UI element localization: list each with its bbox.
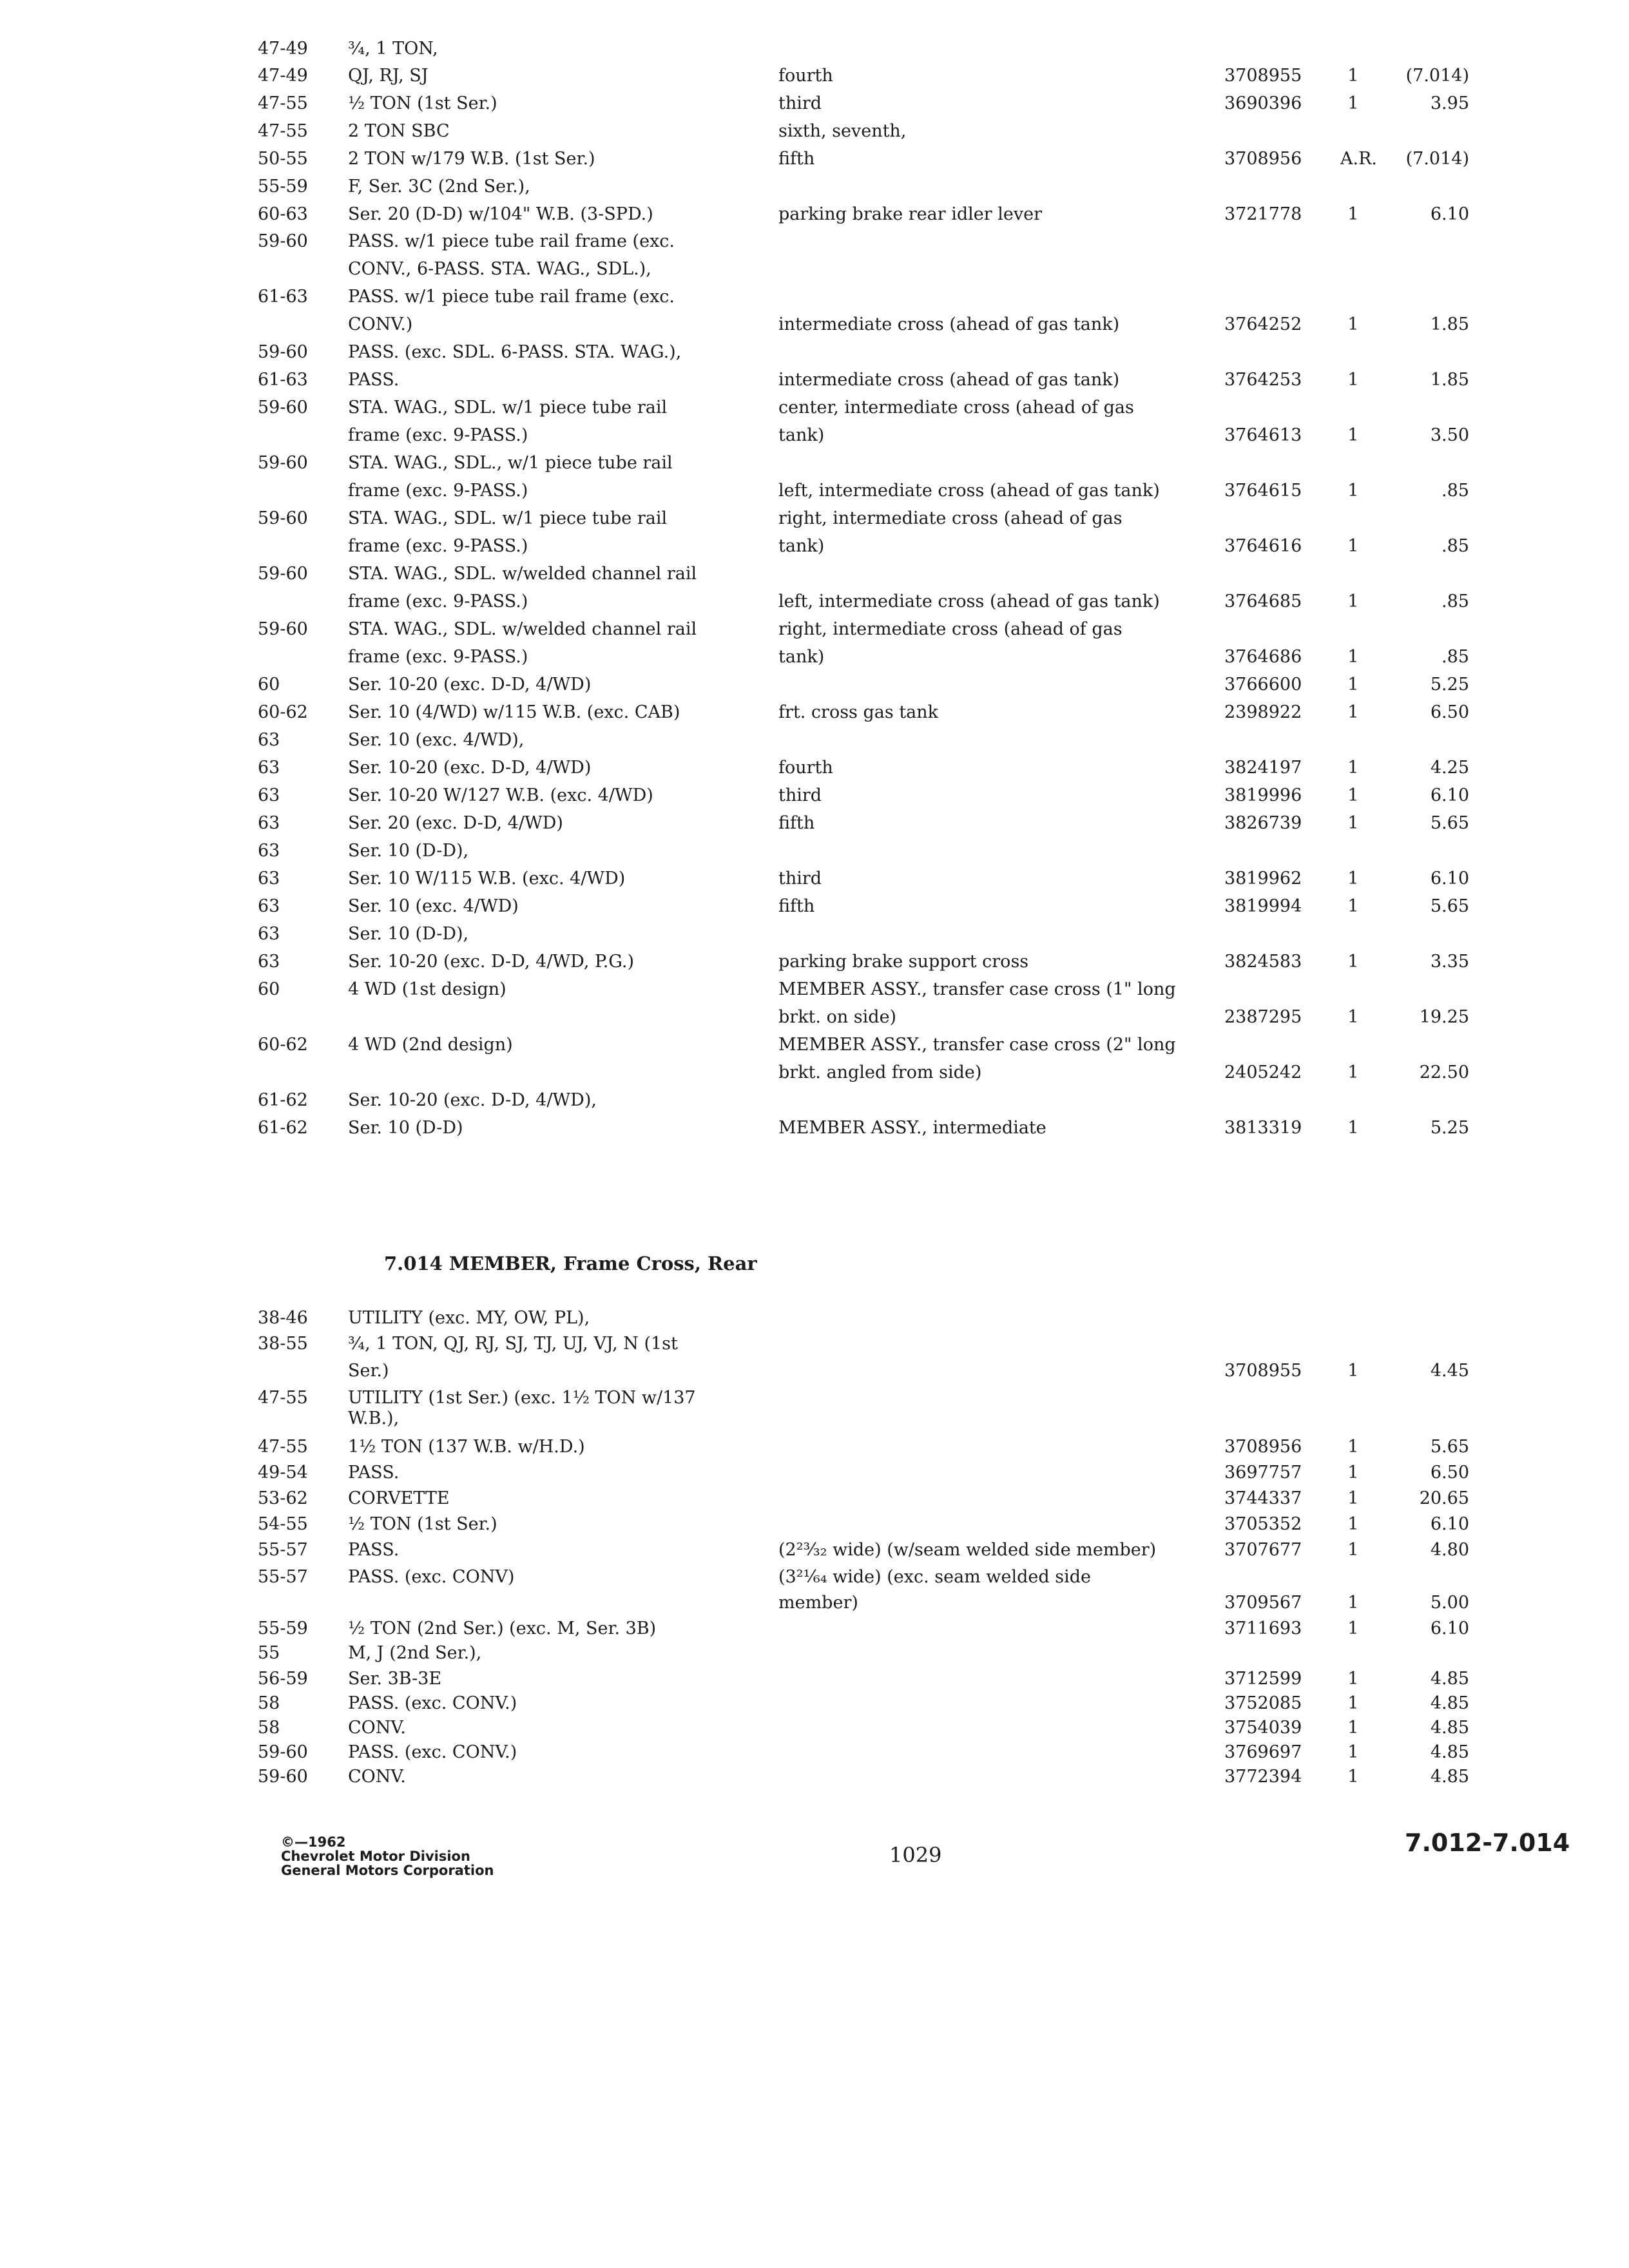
year-range: 56-59	[258, 1669, 308, 1689]
part-description: fourth	[778, 66, 833, 86]
quantity: A.R.	[1340, 149, 1377, 169]
list-price: 5.65	[1430, 813, 1469, 833]
part-number: 3766600	[1224, 675, 1302, 695]
part-description: right, intermediate cross (ahead of gas	[778, 508, 1123, 528]
part-number: 3764613	[1224, 425, 1302, 445]
model-description: PASS.	[348, 370, 400, 390]
model-description: PASS. w/1 piece tube rail frame (exc.	[348, 287, 675, 307]
model-description: CORVETTE	[348, 1488, 450, 1508]
part-description: tank)	[778, 425, 825, 445]
year-range: 63	[258, 952, 280, 972]
model-description: UTILITY (exc. MY, OW, PL),	[348, 1308, 590, 1328]
quantity: 1	[1347, 702, 1359, 722]
year-range: 60-62	[258, 1035, 308, 1055]
model-description: 4 WD (2nd design)	[348, 1035, 513, 1055]
model-description: UTILITY (1st Ser.) (exc. 1½ TON w/137	[348, 1388, 696, 1408]
quantity: 1	[1347, 1540, 1359, 1560]
list-price: 5.65	[1430, 1437, 1469, 1457]
part-number: 3772394	[1224, 1767, 1302, 1787]
model-description: PASS. (exc. SDL. 6-PASS. STA. WAG.),	[348, 342, 682, 362]
part-number: 3819994	[1224, 896, 1302, 916]
quantity: 1	[1347, 93, 1359, 113]
quantity: 1	[1347, 1361, 1359, 1381]
year-range: 59-60	[258, 508, 308, 528]
list-price: 4.85	[1430, 1669, 1469, 1689]
quantity: 1	[1347, 869, 1359, 889]
quantity: 1	[1347, 896, 1359, 916]
quantity: 1	[1347, 1463, 1359, 1483]
model-description: ½ TON (1st Ser.)	[348, 1514, 497, 1534]
part-description: right, intermediate cross (ahead of gas	[778, 619, 1123, 639]
part-number: 3744337	[1224, 1488, 1302, 1508]
year-range: 54-55	[258, 1514, 308, 1534]
year-range: 61-62	[258, 1090, 308, 1110]
part-number: 3712599	[1224, 1669, 1302, 1689]
part-number: 3764615	[1224, 481, 1302, 501]
list-price: 4.85	[1430, 1718, 1469, 1738]
part-description: third	[778, 785, 822, 805]
year-range: 59-60	[258, 453, 308, 473]
part-number: 2405242	[1224, 1062, 1302, 1082]
year-range: 61-63	[258, 370, 308, 390]
quantity: 1	[1347, 425, 1359, 445]
year-range: 47-49	[258, 39, 308, 59]
part-description: MEMBER ASSY., transfer case cross (2" long	[778, 1035, 1176, 1055]
part-description: parking brake support cross	[778, 952, 1029, 972]
model-description: STA. WAG., SDL. w/welded channel rail	[348, 619, 697, 639]
part-number: 3708956	[1224, 149, 1302, 169]
year-range: 47-55	[258, 1388, 308, 1408]
part-description: fifth	[778, 813, 815, 833]
quantity: 1	[1347, 536, 1359, 556]
quantity: 1	[1347, 481, 1359, 501]
model-description: PASS. (exc. CONV.)	[348, 1693, 517, 1713]
model-description: PASS.	[348, 1463, 400, 1483]
year-range: 50-55	[258, 149, 308, 169]
model-description: ½ TON (1st Ser.)	[348, 93, 497, 113]
part-description: frt. cross gas tank	[778, 702, 939, 722]
part-description: left, intermediate cross (ahead of gas tank)	[778, 481, 1160, 501]
list-price: (7.014)	[1405, 149, 1469, 169]
part-number: 3824583	[1224, 952, 1302, 972]
list-price: 1.85	[1430, 370, 1469, 390]
model-description: STA. WAG., SDL. w/1 piece tube rail	[348, 508, 668, 528]
part-number: 3708956	[1224, 1437, 1302, 1457]
list-price: 3.35	[1430, 952, 1469, 972]
model-description: 1½ TON (137 W.B. w/H.D.)	[348, 1437, 585, 1457]
year-range: 59-60	[258, 564, 308, 584]
model-description: Ser. 10 (exc. 4/WD)	[348, 896, 519, 916]
model-description: Ser. 10 (D-D),	[348, 841, 469, 861]
part-description: third	[778, 93, 822, 113]
model-description: frame (exc. 9-PASS.)	[348, 536, 528, 556]
part-number: 3769697	[1224, 1742, 1302, 1762]
year-range: 55-59	[258, 1619, 308, 1639]
list-price: .85	[1441, 647, 1469, 667]
list-price: 5.25	[1430, 675, 1469, 695]
model-description: frame (exc. 9-PASS.)	[348, 591, 528, 611]
part-description: intermediate cross (ahead of gas tank)	[778, 370, 1120, 390]
part-description: sixth, seventh,	[778, 121, 907, 141]
list-price: 3.95	[1430, 93, 1469, 113]
model-description: frame (exc. 9-PASS.)	[348, 647, 528, 667]
list-price: .85	[1441, 536, 1469, 556]
list-price: .85	[1441, 481, 1469, 501]
part-description: tank)	[778, 647, 825, 667]
model-description: PASS. (exc. CONV.)	[348, 1742, 517, 1762]
part-number: 3764253	[1224, 370, 1302, 390]
part-number: 3819996	[1224, 785, 1302, 805]
part-description: MEMBER ASSY., transfer case cross (1" long	[778, 979, 1176, 999]
part-number: 3754039	[1224, 1718, 1302, 1738]
part-number: 3819962	[1224, 869, 1302, 889]
quantity: 1	[1347, 1718, 1359, 1738]
list-price: 6.10	[1430, 1619, 1469, 1639]
part-number: 3709567	[1224, 1593, 1302, 1613]
model-description: Ser.)	[348, 1361, 389, 1381]
year-range: 47-55	[258, 1437, 308, 1457]
year-range: 63	[258, 841, 280, 861]
model-description: ½ TON (2nd Ser.) (exc. M, Ser. 3B)	[348, 1619, 657, 1639]
model-description: Ser. 10 (exc. 4/WD),	[348, 730, 525, 750]
year-range: 60	[258, 675, 280, 695]
year-range: 63	[258, 813, 280, 833]
year-range: 60-63	[258, 204, 308, 224]
part-description: parking brake rear idler lever	[778, 204, 1042, 224]
year-range: 63	[258, 730, 280, 750]
list-price: 6.10	[1430, 204, 1469, 224]
list-price: 6.10	[1430, 1514, 1469, 1534]
list-price: (7.014)	[1405, 66, 1469, 86]
part-number: 3711693	[1224, 1619, 1302, 1639]
part-number: 3707677	[1224, 1540, 1302, 1560]
quantity: 1	[1347, 1514, 1359, 1534]
model-description: frame (exc. 9-PASS.)	[348, 425, 528, 445]
year-range: 55	[258, 1643, 280, 1663]
year-range: 49-54	[258, 1463, 308, 1483]
quantity: 1	[1347, 1062, 1359, 1082]
model-description: Ser. 10-20 (exc. D-D, 4/WD, P.G.)	[348, 952, 635, 972]
list-price: 19.25	[1419, 1007, 1469, 1027]
year-range: 59-60	[258, 619, 308, 639]
model-description: CONV., 6-PASS. STA. WAG., SDL.),	[348, 259, 651, 279]
list-price: 5.65	[1430, 896, 1469, 916]
model-description: CONV.	[348, 1718, 406, 1738]
model-description: Ser. 3B-3E	[348, 1669, 442, 1689]
year-range: 58	[258, 1693, 280, 1713]
part-number: 3764616	[1224, 536, 1302, 556]
part-number: 3752085	[1224, 1693, 1302, 1713]
list-price: 4.25	[1430, 758, 1469, 778]
part-description: fourth	[778, 758, 833, 778]
part-number: 3690396	[1224, 93, 1302, 113]
list-price: 3.50	[1430, 425, 1469, 445]
list-price: 6.50	[1430, 1463, 1469, 1483]
list-price: 6.10	[1430, 785, 1469, 805]
part-number: 3721778	[1224, 204, 1302, 224]
year-range: 59-60	[258, 1742, 308, 1762]
year-range: 47-55	[258, 121, 308, 141]
part-number: 3813319	[1224, 1118, 1302, 1138]
list-price: 20.65	[1419, 1488, 1469, 1508]
part-number: 3826739	[1224, 813, 1302, 833]
year-range: 63	[258, 896, 280, 916]
part-number: 3764686	[1224, 647, 1302, 667]
part-description: brkt. on side)	[778, 1007, 897, 1027]
year-range: 61-63	[258, 287, 308, 307]
quantity: 1	[1347, 647, 1359, 667]
year-range: 63	[258, 924, 280, 944]
list-price: 1.85	[1430, 314, 1469, 334]
quantity: 1	[1347, 1118, 1359, 1138]
part-number: 2398922	[1224, 702, 1302, 722]
part-number: 3708955	[1224, 66, 1302, 86]
model-description: Ser. 10-20 (exc. D-D, 4/WD)	[348, 758, 592, 778]
year-range: 47-55	[258, 93, 308, 113]
division-line: Chevrolet Motor Division	[281, 1849, 470, 1864]
list-price: 5.25	[1430, 1118, 1469, 1138]
model-description: M, J (2nd Ser.),	[348, 1643, 482, 1663]
quantity: 1	[1347, 1767, 1359, 1787]
model-description: PASS. w/1 piece tube rail frame (exc.	[348, 231, 675, 251]
part-description: intermediate cross (ahead of gas tank)	[778, 314, 1120, 334]
year-range: 60	[258, 979, 280, 999]
model-description: 2 TON w/179 W.B. (1st Ser.)	[348, 149, 595, 169]
part-number: 3764685	[1224, 591, 1302, 611]
part-description: member)	[778, 1593, 858, 1613]
year-range: 63	[258, 869, 280, 889]
corporation-line: General Motors Corporation	[281, 1863, 494, 1878]
part-description: (3²¹⁄₆₄ wide) (exc. seam welded side	[778, 1567, 1091, 1587]
copyright-line: ©—1962	[281, 1834, 346, 1850]
quantity: 1	[1347, 813, 1359, 833]
quantity: 1	[1347, 591, 1359, 611]
year-range: 60-62	[258, 702, 308, 722]
part-description: third	[778, 869, 822, 889]
part-description: tank)	[778, 536, 825, 556]
quantity: 1	[1347, 758, 1359, 778]
model-description: 4 WD (1st design)	[348, 979, 506, 999]
part-number: 2387295	[1224, 1007, 1302, 1027]
year-range: 59-60	[258, 342, 308, 362]
model-description: Ser. 10-20 W/127 W.B. (exc. 4/WD)	[348, 785, 653, 805]
model-description: ¾, 1 TON, QJ, RJ, SJ, TJ, UJ, VJ, N (1st	[348, 1334, 678, 1354]
part-description: brkt. angled from side)	[778, 1062, 982, 1082]
model-description: PASS.	[348, 1540, 400, 1560]
year-range: 55-57	[258, 1567, 308, 1587]
model-description: Ser. 10 (D-D),	[348, 924, 469, 944]
model-description: PASS. (exc. CONV)	[348, 1567, 515, 1587]
model-description: CONV.)	[348, 314, 413, 334]
model-description: Ser. 20 (D-D) w/104" W.B. (3-SPD.)	[348, 204, 653, 224]
quantity: 1	[1347, 1593, 1359, 1613]
list-price: 6.10	[1430, 869, 1469, 889]
model-description: STA. WAG., SDL. w/1 piece tube rail	[348, 398, 668, 418]
year-range: 59-60	[258, 1767, 308, 1787]
part-number: 3705352	[1224, 1514, 1302, 1534]
quantity: 1	[1347, 952, 1359, 972]
model-description: STA. WAG., SDL., w/1 piece tube rail	[348, 453, 673, 473]
model-description: QJ, RJ, SJ	[348, 66, 429, 86]
quantity: 1	[1347, 785, 1359, 805]
list-price: .85	[1441, 591, 1469, 611]
list-price: 4.45	[1430, 1361, 1469, 1381]
year-range: 63	[258, 785, 280, 805]
quantity: 1	[1347, 1693, 1359, 1713]
list-price: 6.50	[1430, 702, 1469, 722]
model-description: 2 TON SBC	[348, 121, 450, 141]
quantity: 1	[1347, 1619, 1359, 1639]
list-price: 22.50	[1419, 1062, 1469, 1082]
year-range: 58	[258, 1718, 280, 1738]
quantity: 1	[1347, 1488, 1359, 1508]
part-description: fifth	[778, 149, 815, 169]
part-description: MEMBER ASSY., intermediate	[778, 1118, 1046, 1138]
model-description: W.B.),	[348, 1408, 400, 1428]
quantity: 1	[1347, 1669, 1359, 1689]
model-description: CONV.	[348, 1767, 406, 1787]
part-number: 3708955	[1224, 1361, 1302, 1381]
part-number: 3824197	[1224, 758, 1302, 778]
year-range: 59-60	[258, 398, 308, 418]
year-range: 38-55	[258, 1334, 308, 1354]
quantity: 1	[1347, 1007, 1359, 1027]
year-range: 53-62	[258, 1488, 308, 1508]
model-description: STA. WAG., SDL. w/welded channel rail	[348, 564, 697, 584]
part-number: 3764252	[1224, 314, 1302, 334]
model-description: Ser. 10-20 (exc. D-D, 4/WD)	[348, 675, 592, 695]
year-range: 63	[258, 758, 280, 778]
quantity: 1	[1347, 1742, 1359, 1762]
part-description: center, intermediate cross (ahead of gas	[778, 398, 1134, 418]
year-range: 59-60	[258, 231, 308, 251]
part-number: 3697757	[1224, 1463, 1302, 1483]
model-description: frame (exc. 9-PASS.)	[348, 481, 528, 501]
quantity: 1	[1347, 204, 1359, 224]
quantity: 1	[1347, 675, 1359, 695]
section-title: 7.014 MEMBER, Frame Cross, Rear	[384, 1253, 757, 1274]
list-price: 4.85	[1430, 1742, 1469, 1762]
model-description: Ser. 10 W/115 W.B. (exc. 4/WD)	[348, 869, 626, 889]
model-description: ¾, 1 TON,	[348, 39, 438, 59]
year-range: 47-49	[258, 66, 308, 86]
page-number: 1029	[889, 1843, 942, 1867]
model-description: Ser. 10-20 (exc. D-D, 4/WD),	[348, 1090, 597, 1110]
part-description: fifth	[778, 896, 815, 916]
section-range: 7.012-7.014	[1405, 1829, 1570, 1857]
quantity: 1	[1347, 1437, 1359, 1457]
part-description: left, intermediate cross (ahead of gas tank)	[778, 591, 1160, 611]
part-description: (2²³⁄₃₂ wide) (w/seam welded side member)	[778, 1540, 1157, 1560]
quantity: 1	[1347, 314, 1359, 334]
year-range: 55-59	[258, 177, 308, 197]
quantity: 1	[1347, 66, 1359, 86]
model-description: Ser. 10 (4/WD) w/115 W.B. (exc. CAB)	[348, 702, 680, 722]
year-range: 55-57	[258, 1540, 308, 1560]
model-description: F, Ser. 3C (2nd Ser.),	[348, 177, 530, 197]
model-description: Ser. 10 (D-D)	[348, 1118, 463, 1138]
list-price: 4.85	[1430, 1693, 1469, 1713]
quantity: 1	[1347, 370, 1359, 390]
year-range: 61-62	[258, 1118, 308, 1138]
year-range: 38-46	[258, 1308, 308, 1328]
model-description: Ser. 20 (exc. D-D, 4/WD)	[348, 813, 563, 833]
list-price: 4.85	[1430, 1767, 1469, 1787]
list-price: 4.80	[1430, 1540, 1469, 1560]
list-price: 5.00	[1430, 1593, 1469, 1613]
